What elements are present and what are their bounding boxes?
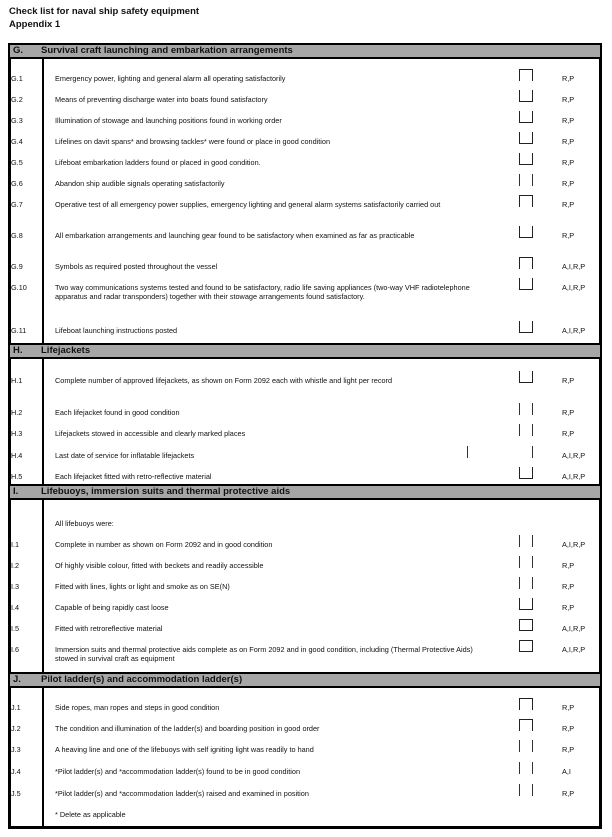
- item-checkbox[interactable]: [519, 598, 533, 610]
- item-survey-code: A,I,R,P: [562, 645, 586, 654]
- item-survey-code: A,I,R,P: [562, 624, 586, 633]
- item-checkbox[interactable]: [519, 371, 533, 383]
- item-survey-code: A,I,R,P: [562, 472, 586, 481]
- item-number: J.5: [11, 789, 21, 798]
- document-subtitle: Appendix 1: [9, 19, 61, 30]
- item-survey-code: R,P: [562, 429, 575, 438]
- item-number: J.1: [11, 703, 21, 712]
- item-number: H.5: [11, 472, 23, 481]
- item-checkbox[interactable]: [519, 424, 533, 436]
- item-survey-code: R,P: [562, 231, 575, 240]
- section-header-i: [8, 484, 602, 500]
- item-description: *Pilot ladder(s) and *accommodation ladder(s) raised and examined in position: [55, 789, 309, 798]
- section-title: Pilot ladder(s) and accommodation ladder(s): [41, 674, 243, 685]
- item-number: G.11: [11, 326, 27, 335]
- item-description: Symbols as required posted throughout the vessel: [55, 262, 218, 271]
- section-title: Lifebuoys, immersion suits and thermal protective aids: [41, 486, 291, 497]
- item-checkbox[interactable]: [519, 278, 533, 290]
- item-survey-code: A,I,R,P: [562, 326, 586, 335]
- item-number: J.3: [11, 745, 21, 754]
- item-description: Each lifejacket fitted with retro-reflective material: [55, 472, 212, 481]
- number-column-divider: [42, 686, 44, 829]
- number-column-divider: [42, 57, 44, 343]
- item-description: A heaving line and one of the lifebuoys with self igniting light was readily to hand: [55, 745, 314, 754]
- item-checkbox[interactable]: [519, 784, 533, 796]
- item-number: G.8: [11, 231, 23, 240]
- item-checkbox[interactable]: [519, 195, 533, 207]
- item-number: G.10: [11, 283, 27, 292]
- section-letter: G.: [13, 45, 24, 56]
- item-number: I.3: [11, 582, 20, 591]
- item-description: Illumination of stowage and launching positions found in working order: [55, 116, 282, 125]
- item-number: H.2: [11, 408, 23, 417]
- item-checkbox[interactable]: [519, 556, 533, 568]
- item-checkbox[interactable]: [519, 535, 533, 547]
- item-description: Of highly visible colour, fitted with beckets and readily accessible: [55, 561, 264, 570]
- item-survey-code: A,I,R,P: [562, 283, 586, 292]
- item-number: I.5: [11, 624, 20, 633]
- item-checkbox[interactable]: [519, 698, 533, 710]
- item-survey-code: R,P: [562, 724, 575, 733]
- section-title: Lifejackets: [41, 345, 91, 356]
- item-survey-code: R,P: [562, 74, 575, 83]
- item-description: Two way communications systems tested and found to be satisfactory, radio life saving appliances (two-way VHF radiotelephone apparatus and radar transponders) together with their stowage arrangements found satisfactory.: [55, 283, 470, 301]
- item-description: Each lifejacket found in good condition: [55, 408, 180, 417]
- item-description: Fitted with retroreflective material: [55, 624, 163, 633]
- item-checkbox[interactable]: [519, 740, 533, 752]
- footnote: * Delete as applicable: [55, 810, 126, 819]
- item-survey-code: A,I: [562, 767, 571, 776]
- item-survey-code: A,I,R,P: [562, 262, 586, 271]
- item-survey-code: R,P: [562, 789, 575, 798]
- item-description: Lifejackets stowed in accessible and clearly marked places: [55, 429, 246, 438]
- item-checkbox[interactable]: [519, 111, 533, 123]
- item-checkbox[interactable]: [519, 577, 533, 589]
- item-number: I.1: [11, 540, 20, 549]
- item-number: G.2: [11, 95, 23, 104]
- section-header-h: [8, 343, 602, 359]
- item-checkbox[interactable]: [519, 226, 533, 238]
- item-description: Lifeboat embarkation ladders found or placed in good condition.: [55, 158, 261, 167]
- item-survey-code: R,P: [562, 95, 575, 104]
- item-survey-code: R,P: [562, 603, 575, 612]
- item-survey-code: R,P: [562, 703, 575, 712]
- item-survey-code: R,P: [562, 561, 575, 570]
- item-checkbox[interactable]: [519, 467, 533, 479]
- section-letter: I.: [13, 486, 19, 497]
- item-survey-code: R,P: [562, 582, 575, 591]
- section-intro: All lifebuoys were:: [55, 519, 114, 528]
- item-checkbox[interactable]: [519, 69, 533, 81]
- section-header-g: [8, 43, 602, 59]
- item-description: Operative test of all emergency power supplies, emergency lighting and general alarm systems satisfactorily carried out: [55, 200, 441, 209]
- item-checkbox[interactable]: [519, 619, 533, 631]
- section-title: Survival craft launching and embarkation arrangements: [41, 45, 293, 56]
- item-survey-code: R,P: [562, 158, 575, 167]
- item-description: Means of preventing discharge water into boats found satisfactory: [55, 95, 268, 104]
- item-checkbox[interactable]: [519, 403, 533, 415]
- item-description: Capable of being rapidly cast loose: [55, 603, 169, 612]
- item-survey-code: R,P: [562, 200, 575, 209]
- item-description: Complete in number as shown on Form 2092 and in good condition: [55, 540, 273, 549]
- item-survey-code: R,P: [562, 179, 575, 188]
- item-number: H.1: [11, 376, 23, 385]
- section-letter: J.: [13, 674, 21, 685]
- item-checkbox[interactable]: [519, 640, 533, 652]
- item-survey-code: R,P: [562, 376, 575, 385]
- item-description: Side ropes, man ropes and steps in good condition: [55, 703, 220, 712]
- item-checkbox[interactable]: [519, 153, 533, 165]
- item-survey-code: A,I,R,P: [562, 451, 586, 460]
- number-column-divider: [42, 357, 44, 484]
- item-number: G.3: [11, 116, 23, 125]
- item-checkbox[interactable]: [519, 762, 533, 774]
- item-checkbox[interactable]: [519, 174, 533, 186]
- item-description: Lifelines on davit spans* and browsing tackles* were found or place in good condition: [55, 137, 331, 146]
- section-header-j: [8, 672, 602, 688]
- item-number: G.9: [11, 262, 23, 271]
- item-survey-code: R,P: [562, 116, 575, 125]
- item-number: I.4: [11, 603, 20, 612]
- item-survey-code: R,P: [562, 408, 575, 417]
- item-description: All embarkation arrangements and launching gear found to be satisfactory when examined as far as practicable: [55, 231, 415, 240]
- item-number: J.4: [11, 767, 21, 776]
- item-description: Emergency power, lighting and general alarm all operating satisfactorily: [55, 74, 286, 83]
- item-checkbox[interactable]: [519, 90, 533, 102]
- item-number: H.4: [11, 451, 23, 460]
- item-description: The condition and illumination of the ladder(s) and boarding position in good order: [55, 724, 320, 733]
- item-checkbox[interactable]: [519, 257, 533, 269]
- item-description: *Pilot ladder(s) and *accommodation ladder(s) found to be in good condition: [55, 767, 300, 776]
- item-number: G.6: [11, 179, 23, 188]
- item-checkbox[interactable]: [519, 321, 533, 333]
- item-survey-code: A,I,R,P: [562, 540, 586, 549]
- section-letter: H.: [13, 345, 23, 356]
- document-title: Check list for naval ship safety equipment: [9, 6, 200, 17]
- number-column-divider: [42, 498, 44, 672]
- item-description: Complete number of approved lifejackets, as shown on Form 2092 each with whistle and light per record: [55, 376, 393, 385]
- item-number: G.7: [11, 200, 23, 209]
- item-number: G.4: [11, 137, 23, 146]
- item-checkbox[interactable]: [467, 446, 533, 458]
- item-survey-code: R,P: [562, 745, 575, 754]
- item-checkbox[interactable]: [519, 719, 533, 731]
- item-number: H.3: [11, 429, 23, 438]
- item-description: Lifeboat launching instructions posted: [55, 326, 178, 335]
- item-survey-code: R,P: [562, 137, 575, 146]
- item-description: Last date of service for inflatable lifejackets: [55, 451, 195, 460]
- item-number: G.1: [11, 74, 23, 83]
- item-number: I.2: [11, 561, 20, 570]
- item-checkbox[interactable]: [519, 132, 533, 144]
- item-number: G.5: [11, 158, 23, 167]
- item-description: Fitted with lines, lights or light and smoke as on SE(N): [55, 582, 230, 591]
- item-description: Abandon ship audible signals operating satisfactorily: [55, 179, 225, 188]
- item-number: J.2: [11, 724, 21, 733]
- item-description: Immersion suits and thermal protective aids complete as on Form 2092 and in good condition, including (Thermal Protective Aids) stowed in survival craft as equipment: [55, 645, 473, 663]
- item-number: I.6: [11, 645, 20, 654]
